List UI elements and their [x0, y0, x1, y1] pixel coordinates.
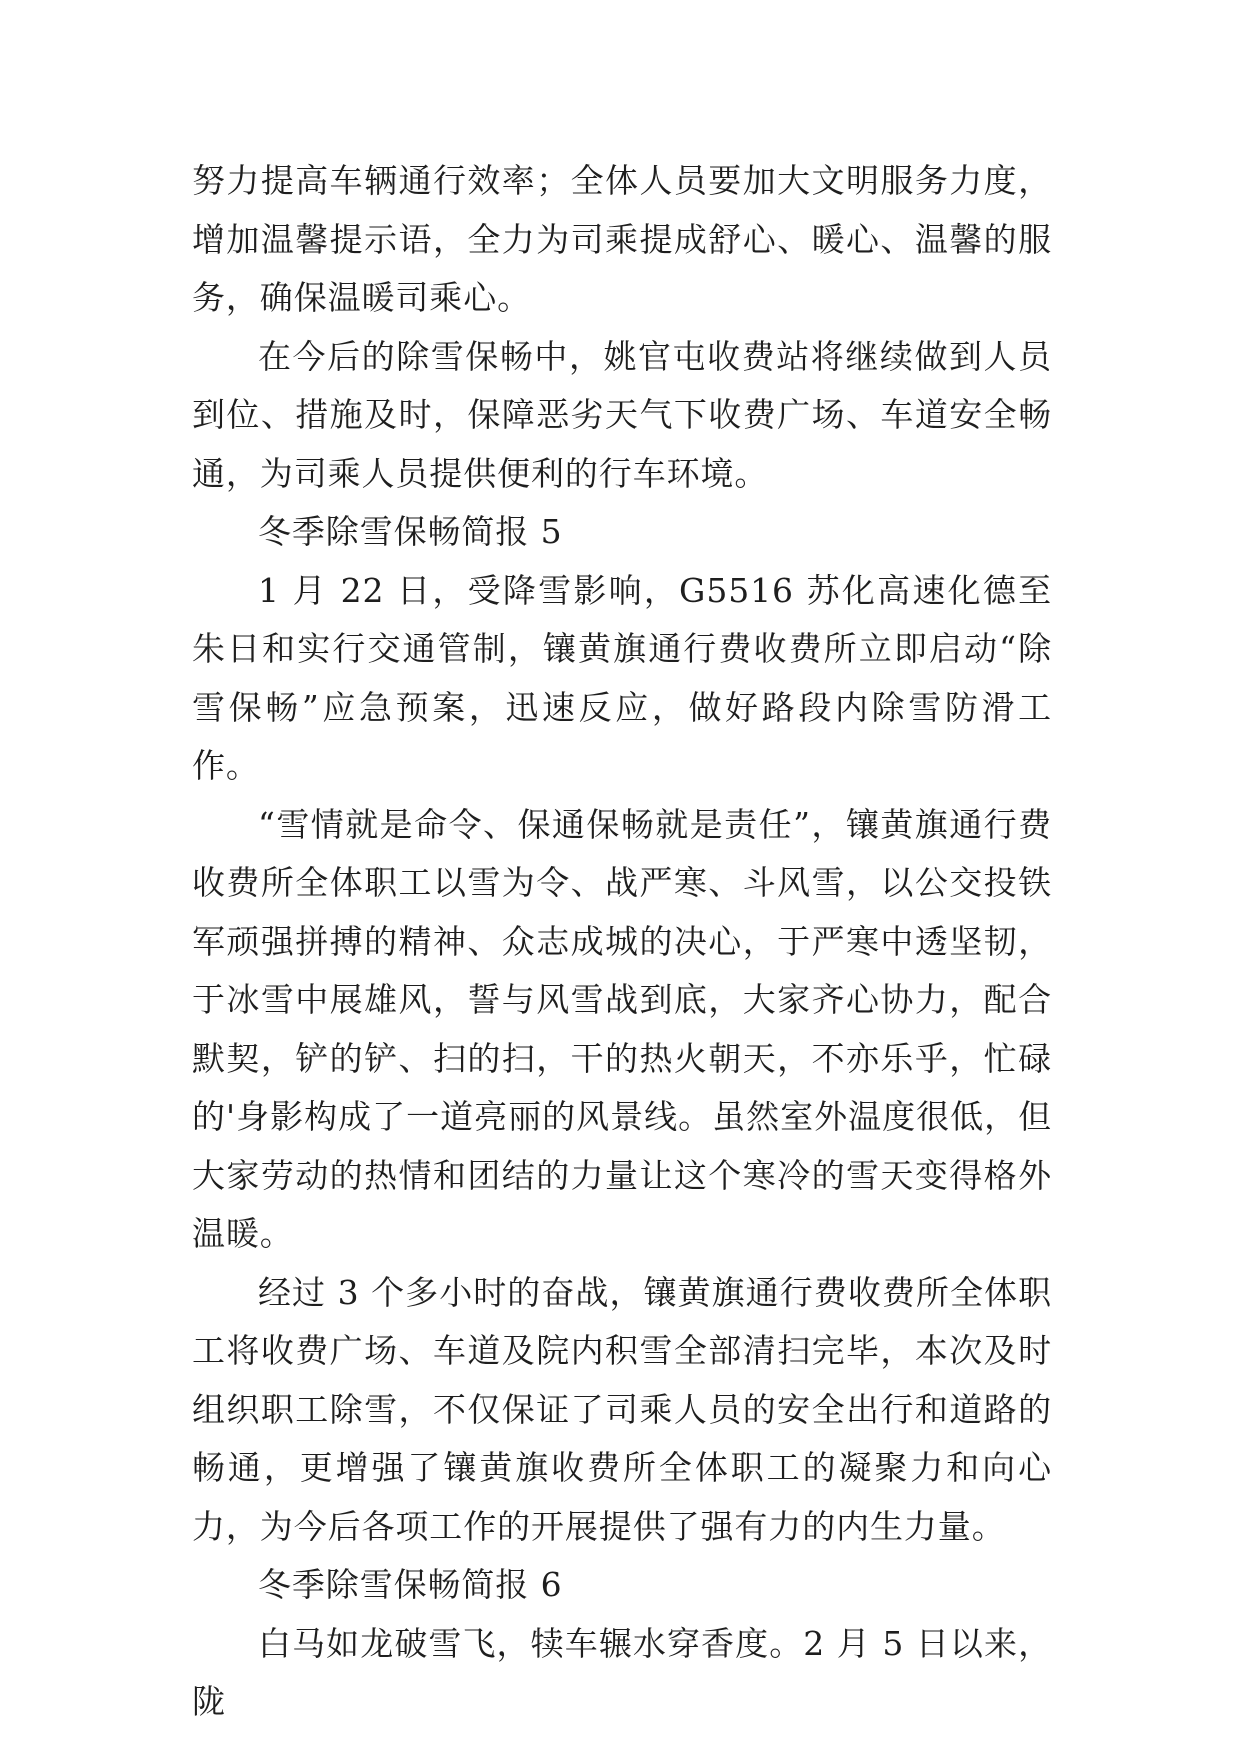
section-heading: 冬季除雪保畅简报 5 [258, 512, 563, 551]
paragraph-body: “雪情就是命令、保通保畅就是责任”，镶黄旗通行费收费所全体职工以雪为令、战严寒、斗风雪，以公交投铁军顽强拼搏的精神、众志成城的决心，于严寒中透坚韧，于冰雪中展雄风，誓与风雪战到底，大家齐心协力，配合默契，铲的铲、扫的扫，干的热火朝天，不亦乐乎，忙碌的'身影构成了一道亮丽的风景线。虽然室外温度很低，但大家劳动的热情和团结的力量让这个寒冷的雪天变得格外温暖。 [192, 804, 1052, 1253]
paragraph-body: 白马如龙破雪飞，犊车辗水穿香度。2 月 5 日以来，陇 [192, 1623, 1052, 1721]
section-heading: 冬季除雪保畅简报 6 [258, 1565, 563, 1604]
document-body [192, 152, 1052, 1732]
paragraph-body: 在今后的除雪保畅中，姚官屯收费站将继续做到人员到位、措施及时，保障恶劣天气下收费广场、车道安全畅通，为司乘人员提供便利的行车环境。 [192, 336, 1052, 493]
paragraph-continuation: 努力提高车辆通行效率；全体人员要加大文明服务力度，增加温馨提示语，全力为司乘提成舒心、暖心、温馨的服务，确保温暖司乘心。 [192, 161, 1052, 317]
paragraph-body: 1 月 22 日，受降雪影响，G5516 苏化高速化德至朱日和实行交通管制，镶黄旗通行费收费所立即启动“除雪保畅”应急预案，迅速反应，做好路段内除雪防滑工作。 [192, 570, 1052, 785]
paragraph-body: 经过 3 个多小时的奋战，镶黄旗通行费收费所全体职工将收费广场、车道及院内积雪全部清扫完毕，本次及时组织职工除雪，不仅保证了司乘人员的安全出行和道路的畅通，更增强了镶黄旗收费所全体职工的凝聚力和向心力，为今后各项工作的开展提供了强有力的内生力量。 [192, 1272, 1052, 1546]
